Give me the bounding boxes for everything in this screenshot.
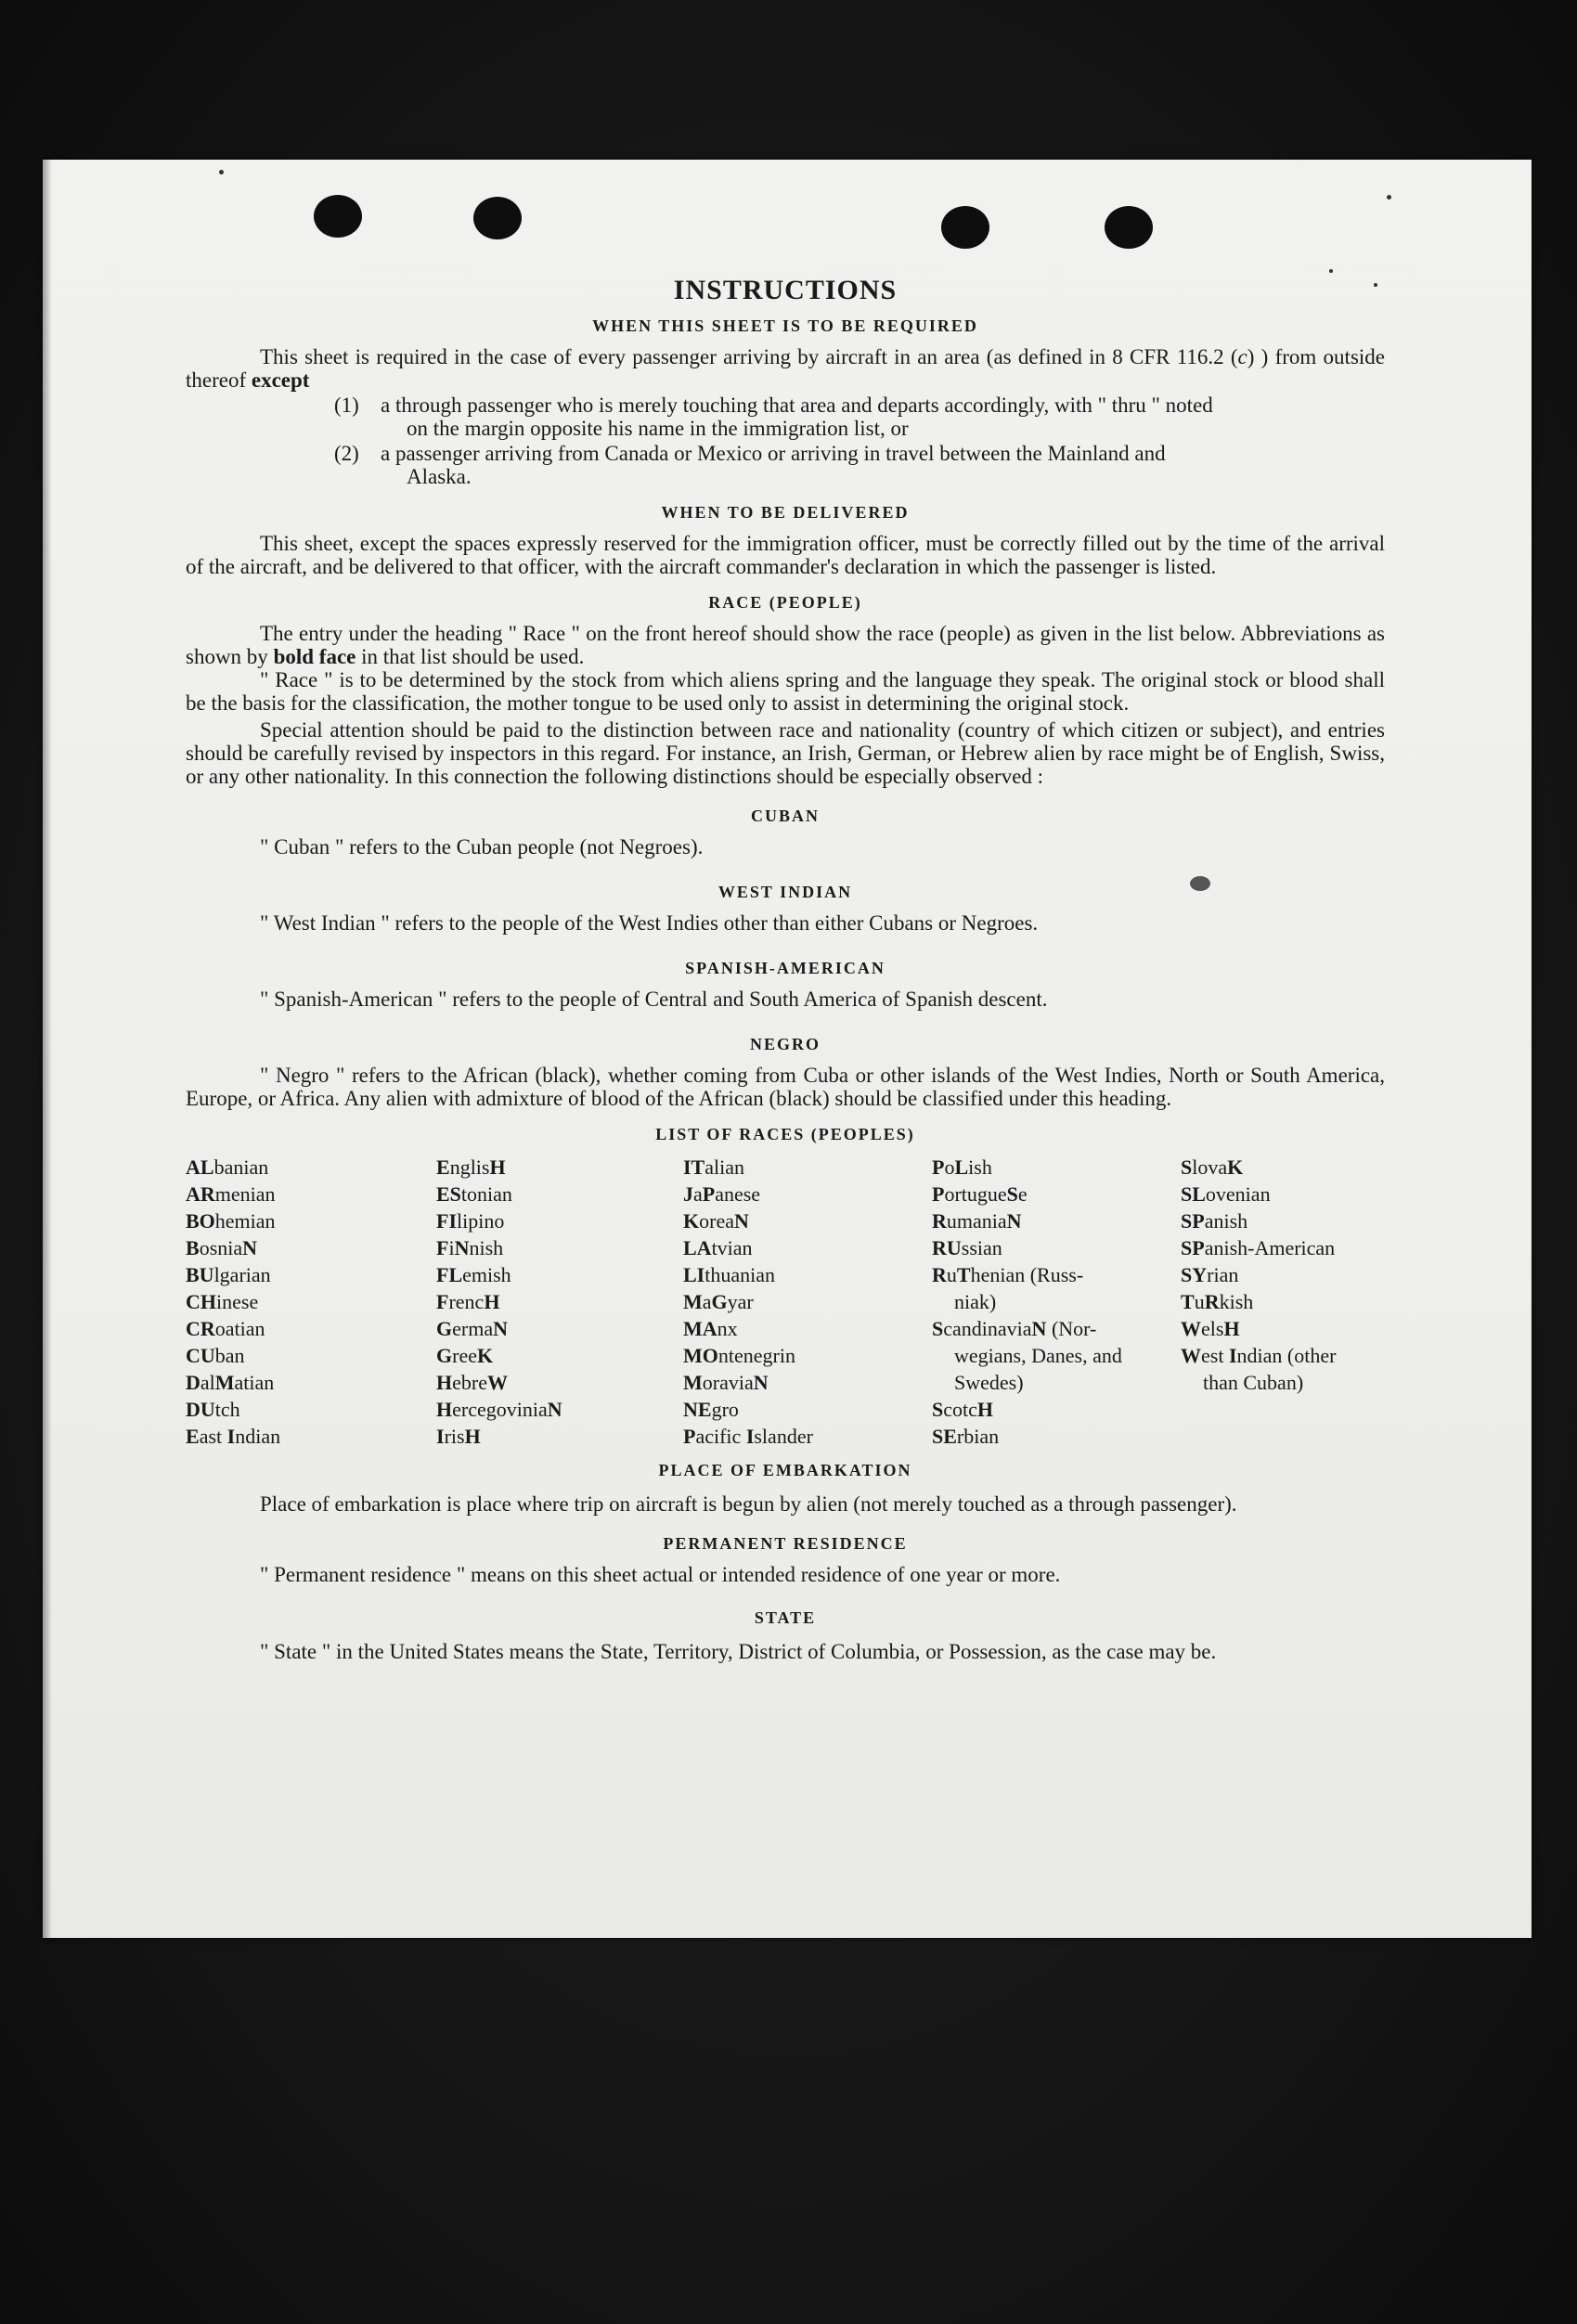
race-abbreviation: F <box>436 1236 449 1259</box>
race-entry <box>683 1369 932 1396</box>
required-intro-except: except <box>251 368 310 392</box>
race-entry <box>436 1261 683 1288</box>
race-name-part: (Nor- <box>1046 1317 1097 1340</box>
race-entry <box>932 1181 1181 1207</box>
race-entry <box>683 1261 932 1288</box>
race-entry <box>932 1315 1181 1396</box>
race-paragraph-2: " Race " is to be determined by the stock from which aliens spring and the language they speak. The original stock or blood shall be the basis for the classification, the mother tongue to be used only to assist in determining the original stock. <box>186 668 1385 715</box>
race-entry <box>186 1396 436 1423</box>
race-entry <box>186 1207 436 1234</box>
race-abbreviation: N <box>1006 1209 1022 1233</box>
race-entry <box>683 1181 932 1207</box>
race-name-part: e <box>1017 1182 1028 1206</box>
race-name-part: oatian <box>214 1317 265 1340</box>
race-name-part: lgarian <box>213 1263 271 1286</box>
race-abbreviation: P <box>683 1425 696 1448</box>
race-entry <box>683 1288 932 1315</box>
race-abbreviation: W <box>1181 1317 1201 1340</box>
race-entry <box>932 1423 1181 1450</box>
race-abbreviation: B <box>186 1236 200 1259</box>
race-abbreviation: H <box>484 1290 500 1313</box>
race-name-part: ban <box>214 1344 245 1367</box>
instructions-content <box>186 275 1385 1667</box>
race-abbreviation: I <box>226 1425 236 1448</box>
race-entry <box>436 1396 683 1423</box>
required-intro-italic: c <box>1237 345 1247 368</box>
race-abbreviation: MA <box>683 1317 717 1340</box>
race-name-part: tvian <box>711 1236 753 1259</box>
item-text <box>381 394 1385 440</box>
race-name-part: ssian <box>961 1236 1002 1259</box>
race-name-part: u <box>946 1263 957 1286</box>
races-column-2 <box>436 1154 683 1450</box>
race-entry <box>186 1154 436 1181</box>
race-abbreviation: CU <box>186 1344 215 1367</box>
races-column-1 <box>186 1154 436 1450</box>
race-name-part: kish <box>1219 1290 1254 1313</box>
race-name-part: emish <box>462 1263 511 1286</box>
race-abbreviation: K <box>1227 1156 1244 1179</box>
race-name-part: atian <box>234 1371 275 1394</box>
race-entry <box>683 1315 932 1342</box>
section-heading-residence: PERMANENT RESIDENCE <box>663 1534 908 1553</box>
race-name-part: acific <box>695 1425 746 1448</box>
race-name-part: anish <box>1204 1209 1248 1233</box>
race-abbreviation: M <box>683 1371 703 1394</box>
race-entry <box>436 1423 683 1450</box>
race-abbreviation: I <box>745 1425 755 1448</box>
race-name-part: o <box>944 1156 955 1179</box>
race-name-part: inese <box>216 1290 259 1313</box>
race-p1-bold: bold face <box>273 645 356 668</box>
race-abbreviation: K <box>476 1344 494 1367</box>
dust-speck <box>1329 269 1333 273</box>
race-name-part: tonian <box>460 1182 512 1206</box>
race-abbreviation: LI <box>683 1263 705 1286</box>
race-abbreviation: IT <box>683 1156 705 1179</box>
race-abbreviation: R <box>932 1263 947 1286</box>
race-name-part: umania <box>946 1209 1007 1233</box>
race-name-part: ree <box>452 1344 477 1367</box>
item-text-line: a through passenger who is merely touching that area and departs accordingly, with " thru " noted <box>381 394 1213 417</box>
race-entry <box>1181 1234 1385 1261</box>
race-name-part: tch <box>214 1398 240 1421</box>
race-entry <box>436 1207 683 1234</box>
item-text-line: a passenger arriving from Canada or Mexico or arriving in travel between the Mainland and <box>381 442 1166 465</box>
race-abbreviation: R <box>1204 1290 1220 1313</box>
race-entry <box>932 1207 1181 1234</box>
race-abbreviation: CH <box>186 1290 216 1313</box>
race-name-part: hemian <box>214 1209 276 1233</box>
embarkation-text: Place of embarkation is place where trip on aircraft is begun by alien (not merely touched as a through passenger). <box>260 1492 1237 1516</box>
race-entry <box>683 1234 932 1261</box>
race-name-part: oravia <box>702 1371 754 1394</box>
required-intro <box>186 345 1385 392</box>
race-entry <box>186 1342 436 1369</box>
race-abbreviation: W <box>486 1371 508 1394</box>
race-entry <box>1181 1315 1385 1342</box>
required-item-2 <box>334 442 1385 488</box>
race-name-part: ris <box>444 1425 465 1448</box>
race-name-part: ntenegrin <box>717 1344 795 1367</box>
race-entry <box>932 1154 1181 1181</box>
race-abbreviation: N <box>454 1236 470 1259</box>
section-heading-negro: NEGRO <box>749 1035 821 1053</box>
race-abbreviation: R <box>932 1209 947 1233</box>
section-heading-state: STATE <box>754 1608 817 1627</box>
race-name-part: ast <box>199 1425 227 1448</box>
race-entry <box>186 1315 436 1342</box>
race-name-part: gro <box>711 1398 739 1421</box>
race-entry <box>436 1342 683 1369</box>
race-name-part: a <box>702 1290 712 1313</box>
race-abbreviation: N <box>1031 1317 1047 1340</box>
race-name-part: nish <box>469 1236 504 1259</box>
race-name-part: rian <box>1207 1263 1239 1286</box>
race-abbreviation: H <box>464 1425 481 1448</box>
race-name-part: orea <box>699 1209 734 1233</box>
west-indian-text: " West Indian " refers to the people of the West Indies other than either Cubans or Negroes. <box>260 911 1039 935</box>
race-entry <box>436 1234 683 1261</box>
race-p1-text-2: in that list should be used. <box>355 645 585 668</box>
race-entry <box>186 1369 436 1396</box>
cuban-text: " Cuban " refers to the Cuban people (not Negroes). <box>260 835 704 859</box>
race-abbreviation: FL <box>436 1263 463 1286</box>
required-item-1 <box>334 394 1385 440</box>
race-entry <box>186 1234 436 1261</box>
section-heading-embarkation: PLACE OF EMBARKATION <box>658 1461 912 1479</box>
race-abbreviation: AR <box>186 1182 215 1206</box>
dust-speck <box>1387 195 1391 200</box>
race-abbreviation: G <box>711 1290 728 1313</box>
race-name-part: ortugue <box>944 1182 1007 1206</box>
race-abbreviation: G <box>436 1344 453 1367</box>
state-text: " State " in the United States means the State, Territory, District of Columbia, or Possession, as the case may be. <box>260 1640 1217 1663</box>
race-name-part: i <box>448 1236 455 1259</box>
race-abbreviation: S <box>1006 1182 1018 1206</box>
race-name-part: u <box>1194 1290 1205 1313</box>
race-name-part: ndian (other <box>1236 1344 1337 1367</box>
race-name-continuation: than Cuban) <box>1203 1371 1304 1394</box>
race-abbreviation: RU <box>932 1236 962 1259</box>
race-entry <box>436 1369 683 1396</box>
race-abbreviation: FI <box>436 1209 457 1233</box>
race-abbreviation: SY <box>1181 1263 1208 1286</box>
race-abbreviation: H <box>489 1156 506 1179</box>
race-abbreviation: P <box>932 1182 945 1206</box>
race-entry <box>683 1342 932 1369</box>
dust-speck <box>219 170 224 174</box>
race-paragraph-3: Special attention should be paid to the distinction between race and nationality (country of which citizen or subject), and entries should be carefully revised by inspectors in this regard. For instance, an Irish, German, or Hebrew alien by race might be of English, Swiss, or any other nationality. In this connection the following distinctions should be especially observed : <box>186 718 1385 788</box>
race-abbreviation: AL <box>186 1156 214 1179</box>
race-name-part: nglis <box>449 1156 490 1179</box>
race-name-part: yar <box>727 1290 754 1313</box>
race-entry <box>683 1154 932 1181</box>
race-entry <box>932 1261 1181 1315</box>
section-heading-races-list: LIST OF RACES (PEOPLES) <box>655 1125 915 1143</box>
race-name-part: candinavia <box>943 1317 1032 1340</box>
race-abbreviation: BU <box>186 1263 214 1286</box>
race-abbreviation: P <box>932 1156 945 1179</box>
punch-hole <box>941 206 989 249</box>
race-name-part: ebre <box>452 1371 487 1394</box>
race-name-part: est <box>1201 1344 1229 1367</box>
race-name-part: henian (Russ- <box>970 1263 1084 1286</box>
race-abbreviation: H <box>436 1398 453 1421</box>
race-entry <box>186 1423 436 1450</box>
required-intro-text: This sheet is required in the case of every passenger arriving by aircraft in an area (as defined in 8 CFR 116.2 ( <box>260 345 1238 368</box>
races-column-4 <box>932 1154 1181 1450</box>
race-name-part: nx <box>717 1317 738 1340</box>
race-abbreviation: N <box>733 1209 749 1233</box>
race-name-part: thuanian <box>704 1263 776 1286</box>
race-name-part: a <box>693 1182 703 1206</box>
race-abbreviation: E <box>186 1425 200 1448</box>
race-abbreviation: BO <box>186 1209 215 1233</box>
residence-text: " Permanent residence " means on this sheet actual or intended residence of one year or more. <box>260 1563 1061 1586</box>
delivered-text: This sheet, except the spaces expressly reserved for the immigration officer, must be correctly filled out by the time of the arrival of the aircraft, and be delivered to that officer, with the aircraft commander's declaration in which the passenger is listed. <box>186 532 1385 578</box>
race-name-part: menian <box>214 1182 276 1206</box>
race-name-part: lipino <box>457 1209 505 1233</box>
race-entry <box>1181 1207 1385 1234</box>
race-entry <box>1181 1342 1385 1396</box>
race-abbreviation: N <box>753 1371 769 1394</box>
race-name-continuation: wegians, Danes, and Swedes) <box>954 1344 1122 1394</box>
race-abbreviation: M <box>214 1371 235 1394</box>
section-heading-race: RACE (PEOPLE) <box>708 593 862 612</box>
race-abbreviation: S <box>1181 1156 1193 1179</box>
race-abbreviation: SP <box>1181 1209 1205 1233</box>
race-paragraph-1 <box>186 622 1385 668</box>
negro-text: " Negro " refers to the African (black), whether coming from Cuba or other islands of the West Indies, North or South America, Europe, or Africa. Any alien with admixture of blood of the African (black) should be classified under this heading. <box>186 1064 1385 1110</box>
spanish-american-text: " Spanish-American " refers to the people of Central and South America of Spanish descent. <box>260 988 1048 1011</box>
page-edge-shadow <box>43 160 52 1938</box>
race-abbreviation: MO <box>683 1344 718 1367</box>
section-heading-west-indian: WEST INDIAN <box>717 883 853 901</box>
section-heading-delivered: WHEN TO BE DELIVERED <box>661 503 910 522</box>
race-abbreviation: D <box>186 1371 200 1394</box>
race-abbreviation: H <box>436 1371 453 1394</box>
page-title: INSTRUCTIONS <box>673 275 898 305</box>
race-abbreviation: ES <box>436 1182 461 1206</box>
race-name-part: rbian <box>956 1425 1000 1448</box>
race-entry <box>436 1181 683 1207</box>
race-name-part: alian <box>704 1156 745 1179</box>
section-heading-required: WHEN THIS SHEET IS TO BE REQUIRED <box>592 316 978 335</box>
race-entry <box>1181 1261 1385 1288</box>
race-abbreviation: LA <box>683 1236 712 1259</box>
item-text-continuation: Alaska. <box>407 465 472 488</box>
race-name-continuation: niak) <box>954 1290 997 1313</box>
punch-hole <box>473 197 522 239</box>
race-abbreviation: N <box>493 1317 508 1340</box>
race-name-part: osnia <box>199 1236 243 1259</box>
punch-hole <box>1105 206 1153 249</box>
race-abbreviation: I <box>436 1425 445 1448</box>
race-abbreviation: E <box>436 1156 450 1179</box>
race-entry <box>1181 1181 1385 1207</box>
item-number: (1) <box>334 394 359 417</box>
race-abbreviation: S <box>932 1398 944 1421</box>
race-abbreviation: G <box>436 1317 453 1340</box>
race-abbreviation: N <box>547 1398 562 1421</box>
punch-hole <box>314 195 362 238</box>
item-text-continuation: on the margin opposite his name in the immigration list, or <box>407 417 909 440</box>
race-name-part: al <box>200 1371 215 1394</box>
race-abbreviation: SP <box>1181 1236 1205 1259</box>
race-abbreviation: SL <box>1181 1182 1206 1206</box>
race-abbreviation: SE <box>932 1425 957 1448</box>
item-text <box>381 442 1385 488</box>
required-intro-text-2: ) ) from outside thereof <box>186 345 1385 392</box>
race-name-part: ercegovinia <box>452 1398 548 1421</box>
race-abbreviation: T <box>956 1263 971 1286</box>
race-entry <box>932 1396 1181 1423</box>
race-abbreviation: N <box>242 1236 258 1259</box>
race-abbreviation: NE <box>683 1398 712 1421</box>
race-name-part: erma <box>452 1317 494 1340</box>
race-abbreviation: P <box>702 1182 716 1206</box>
race-entry <box>186 1288 436 1315</box>
race-name-part: ovenian <box>1205 1182 1271 1206</box>
race-abbreviation: F <box>436 1290 449 1313</box>
race-name-part: ndian <box>235 1425 281 1448</box>
race-name-part: cotc <box>943 1398 977 1421</box>
race-abbreviation: W <box>1181 1344 1201 1367</box>
race-abbreviation: J <box>683 1182 693 1206</box>
section-heading-spanish-american: SPANISH-AMERICAN <box>685 959 885 977</box>
race-entry <box>186 1181 436 1207</box>
race-p1-text: The entry under the heading " Race " on the front hereof should show the race (people) as given in the list below. Abbreviations as shown by <box>186 622 1385 668</box>
race-name-part: lova <box>1192 1156 1228 1179</box>
race-name-part: ish <box>968 1156 992 1179</box>
race-entry <box>683 1423 932 1450</box>
race-abbreviation: DU <box>186 1398 215 1421</box>
races-column-5 <box>1181 1154 1385 1450</box>
race-abbreviation: T <box>1181 1290 1195 1313</box>
race-abbreviation: K <box>683 1209 700 1233</box>
race-entry <box>436 1154 683 1181</box>
race-abbreviation: I <box>1228 1344 1237 1367</box>
race-name-part: renc <box>448 1290 485 1313</box>
race-abbreviation: CR <box>186 1317 215 1340</box>
race-name-part: anese <box>715 1182 761 1206</box>
race-abbreviation: H <box>976 1398 994 1421</box>
race-entry <box>683 1207 932 1234</box>
race-abbreviation: L <box>954 1156 969 1179</box>
race-entry <box>932 1234 1181 1261</box>
section-heading-cuban: CUBAN <box>750 807 820 825</box>
race-entry <box>683 1396 932 1423</box>
race-name-part: slander <box>754 1425 813 1448</box>
race-entry <box>186 1261 436 1288</box>
races-list <box>186 1154 1385 1450</box>
race-name-part: banian <box>213 1156 269 1179</box>
race-name-part: anish-American <box>1204 1236 1336 1259</box>
race-abbreviation: M <box>683 1290 703 1313</box>
race-abbreviation: H <box>1223 1317 1240 1340</box>
race-entry <box>1181 1154 1385 1181</box>
races-column-3 <box>683 1154 932 1450</box>
item-number: (2) <box>334 442 359 465</box>
race-abbreviation: S <box>932 1317 944 1340</box>
race-entry <box>436 1315 683 1342</box>
race-name-part: els <box>1201 1317 1224 1340</box>
race-entry <box>436 1288 683 1315</box>
race-entry <box>1181 1288 1385 1315</box>
